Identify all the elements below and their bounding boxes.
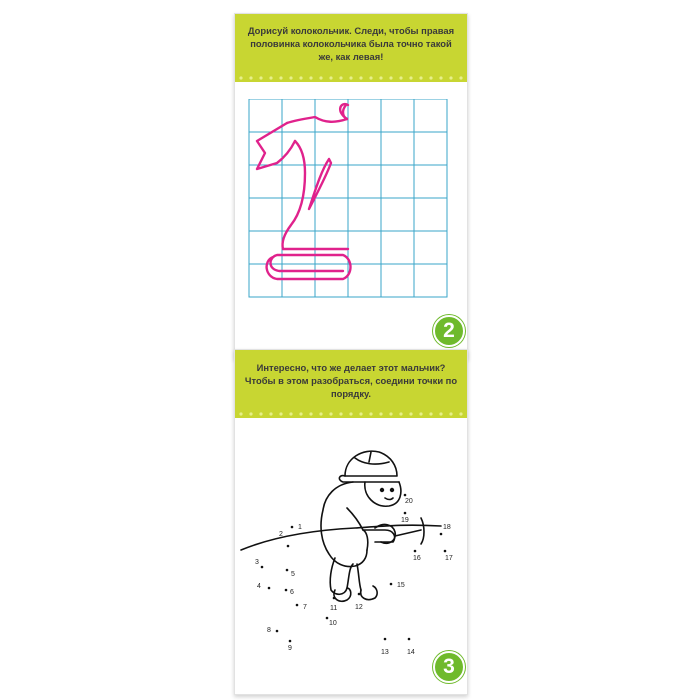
boy-illustration xyxy=(241,451,441,601)
number-2-badge-icon: 2 xyxy=(433,315,465,347)
dot-label: 20 xyxy=(405,498,413,505)
dot-label: 13 xyxy=(381,649,389,656)
dot-label: 4 xyxy=(257,583,261,590)
banner-dots-decoration xyxy=(235,74,467,82)
dot-label: 19 xyxy=(401,517,409,524)
dot-label: 16 xyxy=(413,555,421,562)
dot-label: 18 xyxy=(443,524,451,531)
dot-label: 3 xyxy=(255,559,259,566)
dot-label: 17 xyxy=(445,555,453,562)
dot-label: 5 xyxy=(291,571,295,578)
instruction-banner xyxy=(235,14,467,82)
dot-label: 7 xyxy=(303,604,307,611)
dot-label: 12 xyxy=(355,604,363,611)
instruction-banner xyxy=(235,350,467,418)
dot-label: 11 xyxy=(330,605,338,612)
bell-loop-top xyxy=(343,105,347,119)
dot-label: 14 xyxy=(407,649,415,656)
activity-card-dots xyxy=(234,349,468,695)
bell-drawing-grid[interactable] xyxy=(243,99,459,304)
number-3-badge-icon: 3 xyxy=(433,651,465,683)
dot-label: 15 xyxy=(397,582,405,589)
instruction-text: Дорисуй колокольчик. Следи, чтобы правая половинка колокольчика была точно такой же, как левая! xyxy=(247,25,455,62)
instruction-text: Интересно, что же делает этот мальчик? Чтобы в этом разобраться, соедини точки по порядку. xyxy=(244,362,458,399)
dot-label: 2 xyxy=(279,531,283,538)
dot-label: 1 xyxy=(298,524,302,531)
dot-label: 10 xyxy=(329,620,337,627)
bell-half-outline xyxy=(257,104,351,279)
activity-card-bell xyxy=(234,13,468,359)
dot-label: 6 xyxy=(290,589,294,596)
dot-label: 8 xyxy=(267,627,271,634)
banner-dots-decoration xyxy=(235,410,467,418)
connect-the-dots-drawing[interactable] xyxy=(235,418,467,694)
dot-label: 9 xyxy=(288,645,292,652)
